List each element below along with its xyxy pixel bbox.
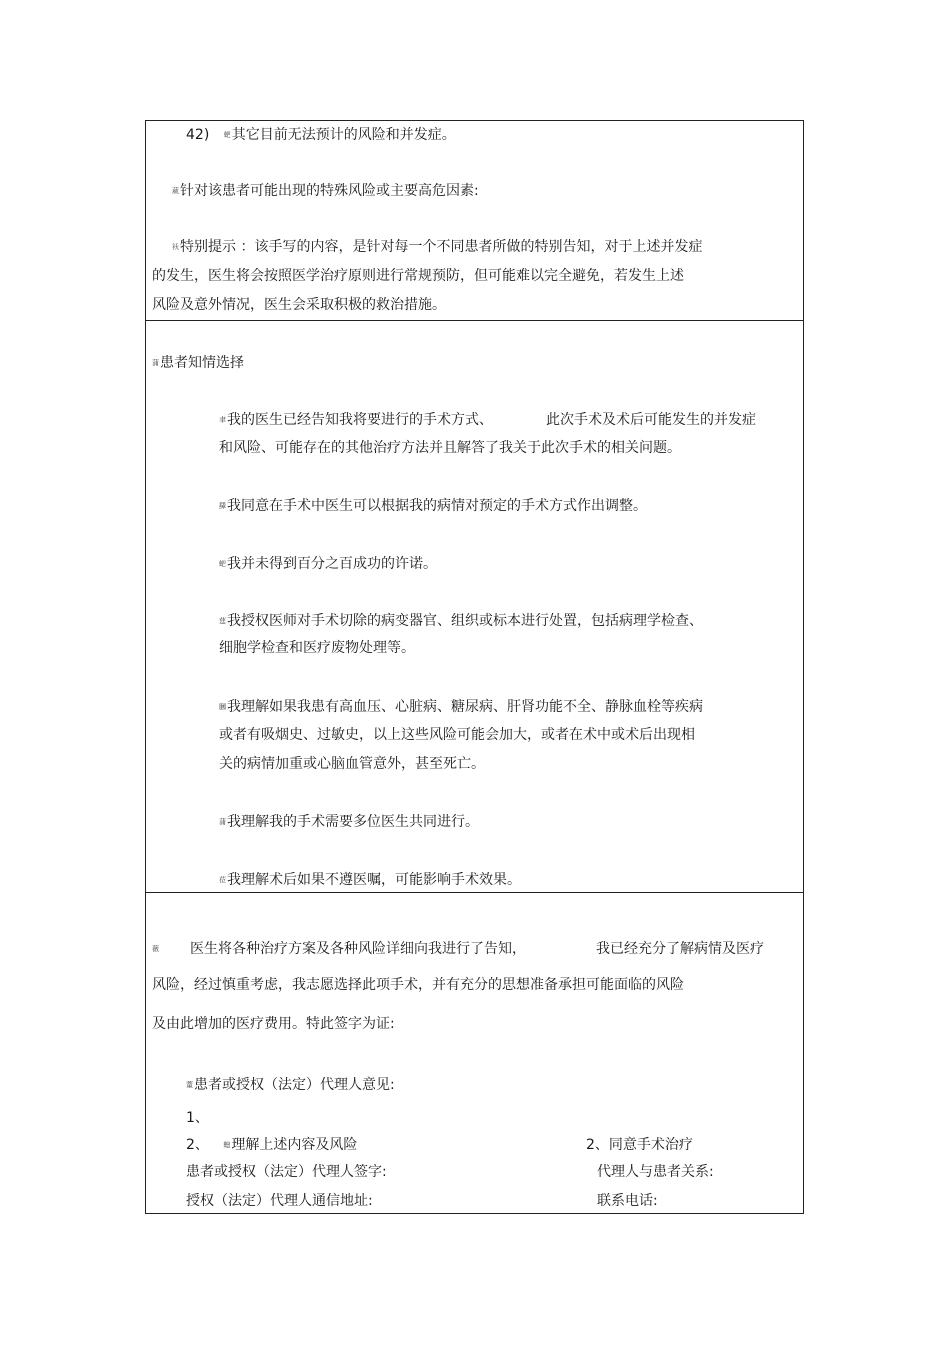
opinion-marker: 蕫 (186, 1081, 193, 1089)
notice-marker: 袄 (172, 243, 179, 251)
choice-marker: 膕 (219, 703, 226, 711)
declaration-line-1 (152, 940, 526, 958)
choice-marker: 莅 (219, 876, 226, 884)
choice-item-1-line-1b: 此次手术及术后可能发生的并发症 (546, 412, 756, 428)
signature-label: 患者或授权（法定）代理人签字: (186, 1164, 387, 1180)
choice-marker: 羄 (219, 502, 226, 510)
special-notice-line-1 (172, 238, 702, 256)
declaration-text: 医生将各种治疗方案及各种风险详细向我进行了告知， (190, 941, 526, 957)
item-number: 42) (186, 127, 210, 143)
choice-text: 我同意在手术中医生可以根据我的病情对预定的手术方式作出调整。 (227, 498, 647, 514)
declaration-line-1b: 我已经充分了解病情及医疗 (596, 941, 764, 957)
opinion-line-text: 理解上述内容及风险 (231, 1137, 358, 1153)
choice-marker: 蚆 (219, 560, 226, 568)
opinion-text: 患者或授权（法定）代理人意见: (194, 1077, 395, 1093)
opinion-label (186, 1076, 395, 1094)
choice-marker: 莛 (219, 617, 226, 625)
special-risk-heading (172, 182, 479, 200)
declaration-line-3: 及由此增加的医疗费用。特此签字为证: (152, 1016, 395, 1032)
opinion-line-marker: 螅 (223, 1141, 231, 1149)
notice-text: 特别提示 ：该手写的内容，是针对每一个不同患者所做的特别告知，对于上述并发症 (180, 239, 703, 255)
choice-item-5-line-2: 或者有吸烟史、过敏史，以上这些风险可能会加大，或者在术中或术后出现相 (219, 727, 695, 743)
choice-item-7 (219, 871, 521, 889)
choice-item-5-line-3: 关的病情加重或心脑血管意外，甚至死亡。 (219, 756, 485, 772)
choice-marker: 蒲 (219, 818, 226, 826)
choice-item-4-line-1 (219, 612, 703, 630)
choice-text: 我并未得到百分之百成功的许诺。 (227, 556, 437, 572)
address-label: 授权（法定）代理人通信地址: (186, 1193, 373, 1209)
risk-section (145, 120, 804, 321)
relation-label: 代理人与患者关系: (597, 1164, 714, 1180)
choice-marker: 聿 (219, 416, 226, 424)
title-marker: 蒲 (152, 359, 159, 367)
choice-text: 我授权医师对手术切除的病变器官、组织或标本进行处置，包括病理学检查、 (227, 613, 703, 629)
heading-marker: 葳 (172, 187, 179, 195)
declaration-line-2: 风险，经过慎重考虑，我志愿选择此项手术，并有充分的思想准备承担可能面临的风险 (152, 977, 684, 993)
item-text: 其它目前无法预计的风险和并发症。 (231, 127, 456, 143)
item-42 (186, 126, 456, 144)
special-notice-line-3: 风险及意外情况，医生会采取积极的救治措施。 (152, 297, 446, 313)
opinion-line-1: 1、 (186, 1110, 209, 1126)
choice-item-2 (219, 497, 647, 515)
informed-choice-section (145, 320, 804, 893)
choice-item-4-line-2: 细胞学检查和医疗废物处理等。 (219, 640, 415, 656)
choice-item-1-line-2: 和风险、可能存在的其他治疗方法并且解答了我关于此次手术的相关问题。 (219, 440, 681, 456)
title-text: 患者知情选择 (160, 355, 244, 371)
consent-to-surgery: 2、同意手术治疗 (586, 1137, 693, 1153)
opinion-line-number: 2、 (186, 1137, 209, 1153)
choice-text: 我理解我的手术需要多位医生共同进行。 (227, 814, 479, 830)
choice-text: 我理解术后如果不遵医嘱，可能影响手术效果。 (227, 872, 521, 888)
item-marker: 蚆 (223, 131, 231, 139)
phone-label: 联系电话: (597, 1193, 658, 1209)
informed-choice-title (152, 354, 244, 372)
choice-item-6 (219, 813, 479, 831)
declaration-marker: 薇 (152, 945, 159, 953)
heading-text: 针对该患者可能出现的特殊风险或主要高危因素: (180, 183, 479, 199)
special-notice-line-2: 的发生，医生将会按照医学治疗原则进行常规预防，但可能难以完全避免，若发生上述 (152, 268, 684, 284)
choice-item-5-line-1 (219, 698, 703, 716)
choice-text: 我理解如果我患有高血压、心脏病、糖尿病、肝肾功能不全、静脉血栓等疾病 (227, 699, 703, 715)
choice-item-3 (219, 555, 437, 573)
choice-item-1-line-1 (219, 411, 493, 429)
opinion-line-2 (186, 1136, 357, 1154)
choice-text: 我的医生已经告知我将要进行的手术方式、 (227, 412, 493, 428)
